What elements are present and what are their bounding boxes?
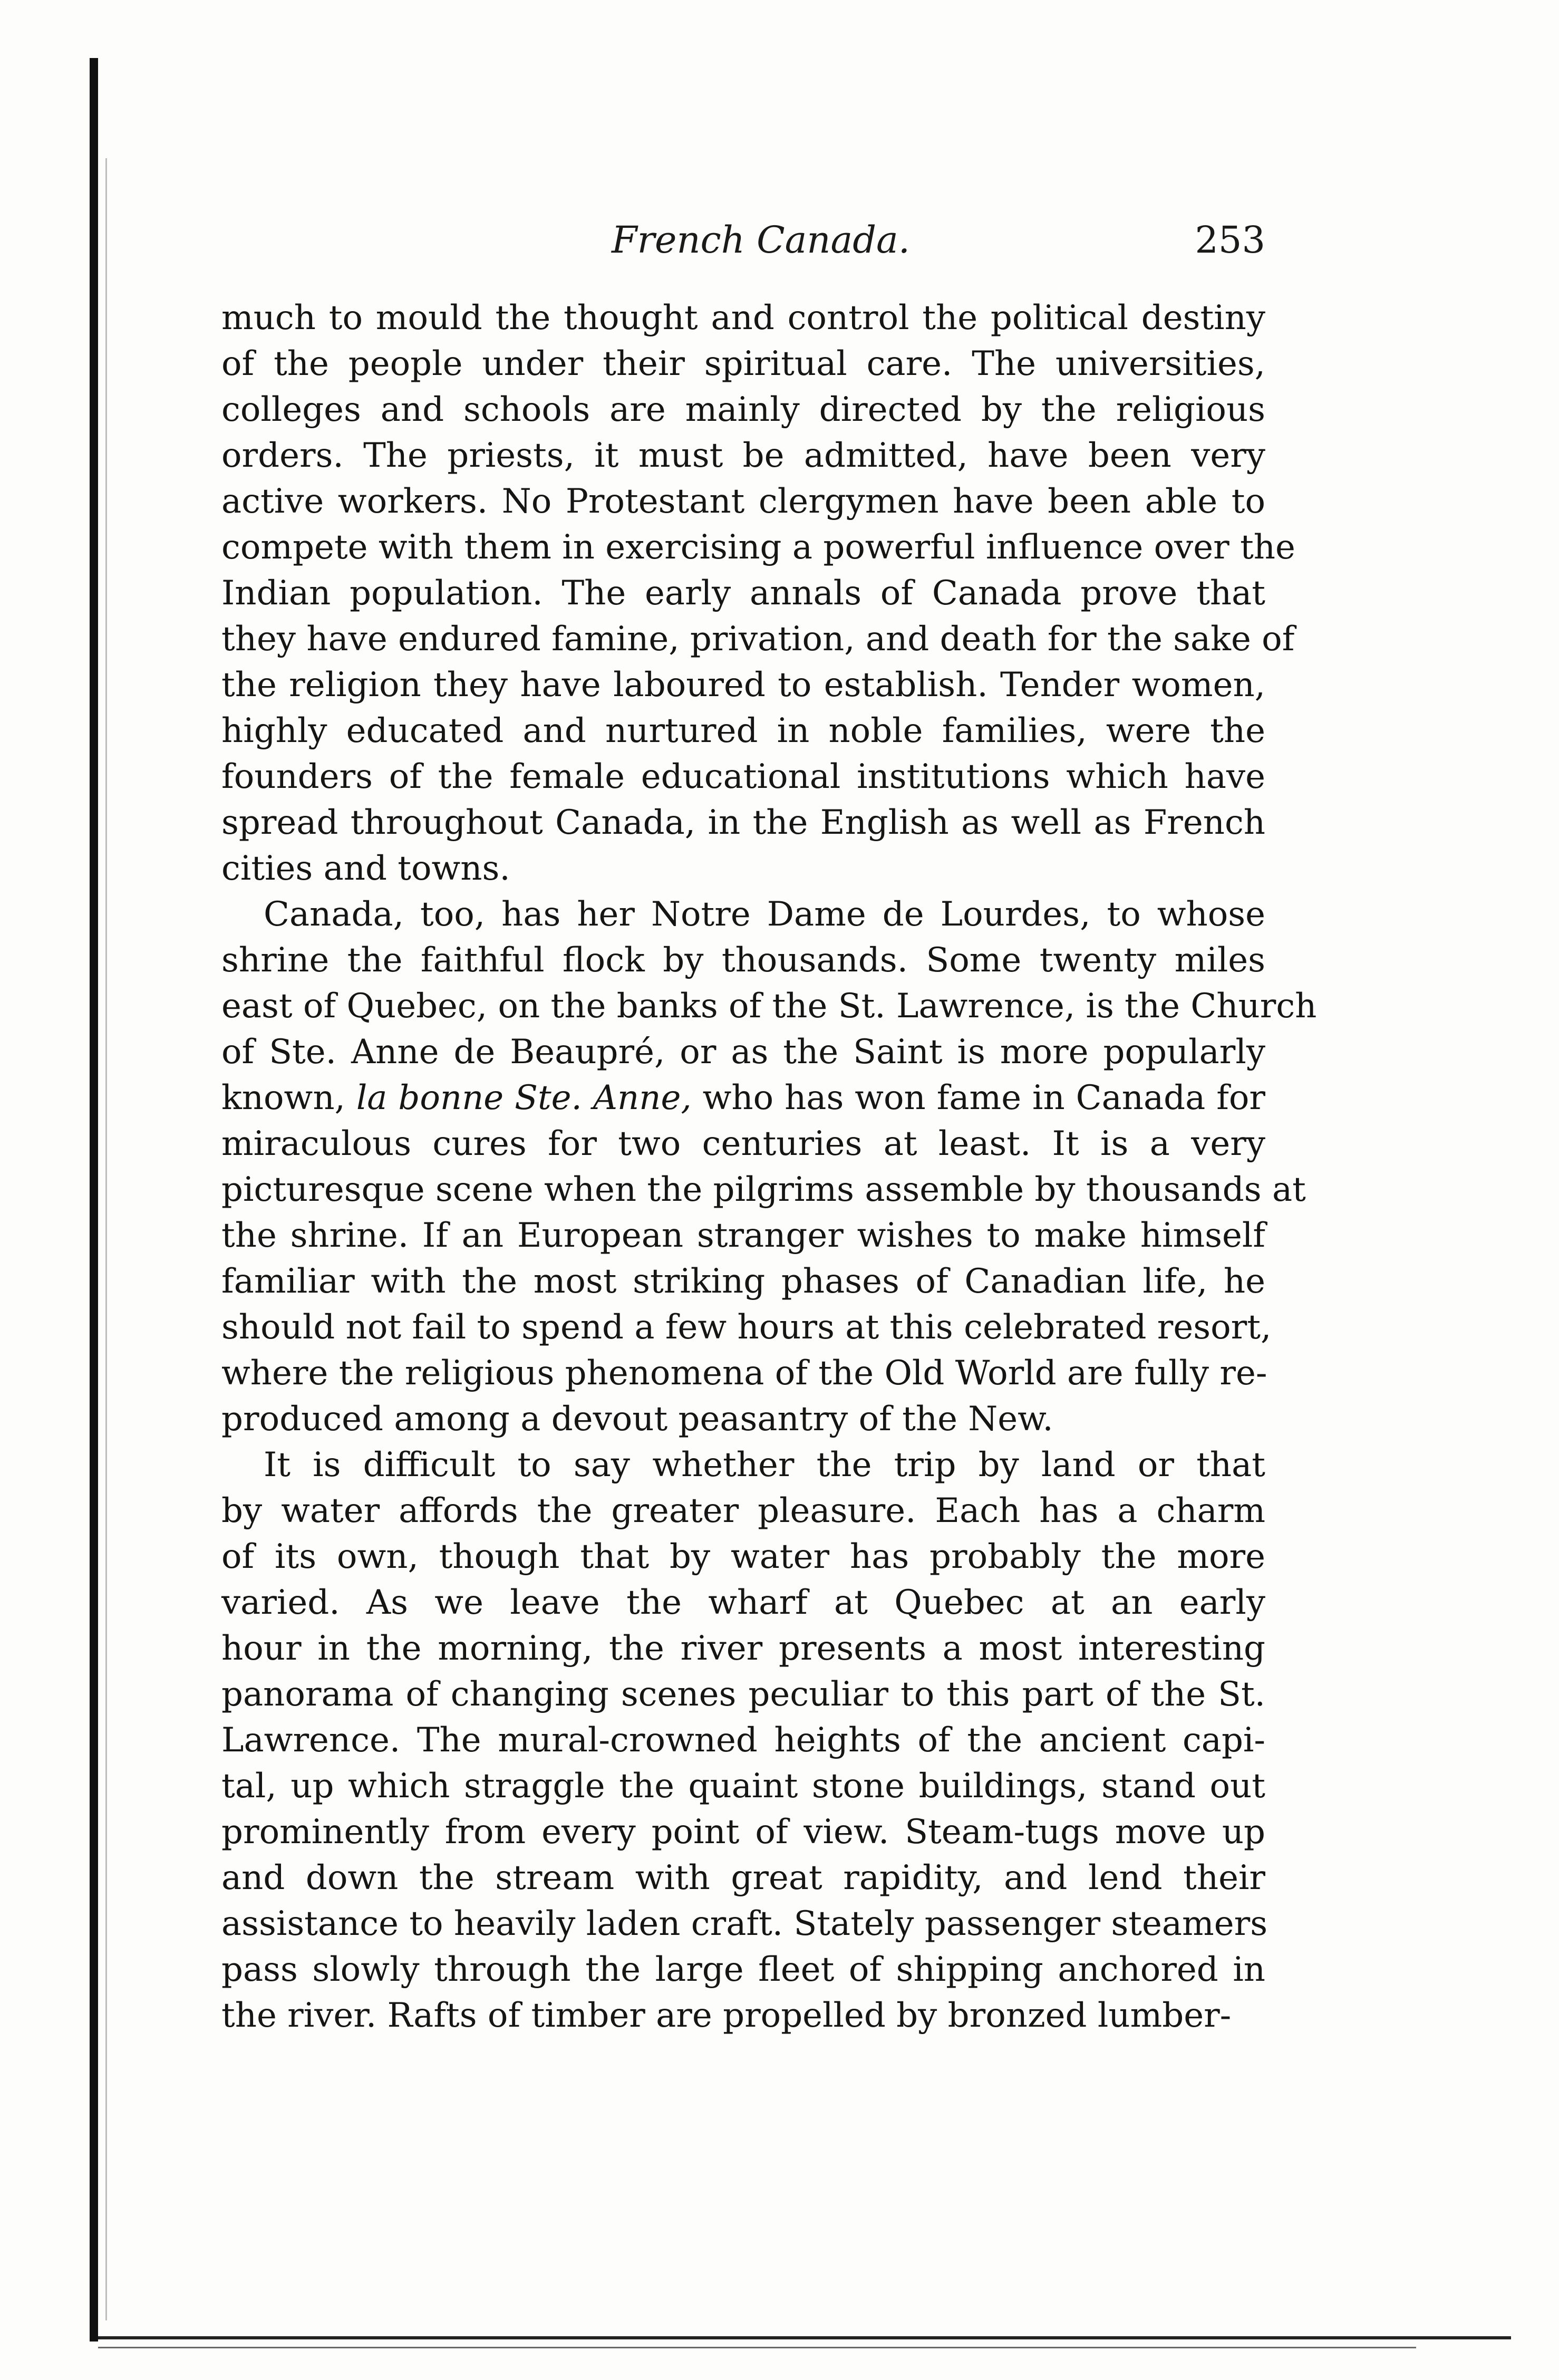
text-line: orders. The priests, it must be admitted, have been very: [221, 436, 1265, 475]
text-line: where the religious phenomena of the Old World are fully re-: [221, 1354, 1267, 1393]
text-line: Indian population. The early annals of Canada prove that: [221, 574, 1265, 613]
text-line: colleges and schools are mainly directed by the religious: [221, 390, 1265, 429]
text-line: miraculous cures for two centuries at least. It is a very: [221, 1124, 1265, 1163]
text-line: shrine the faithful flock by thousands. Some twenty miles: [221, 941, 1265, 980]
text-line: known, la bonne Ste. Anne, who has won fame in Canada for: [221, 1078, 1266, 1117]
text-line: Canada, too, has her Notre Dame de Lourdes, to whose: [264, 895, 1265, 934]
text-line: active workers. No Protestant clergymen have been able to: [221, 482, 1265, 521]
text-line: picturesque scene when the pilgrims assemble by thousands at: [221, 1170, 1306, 1209]
text-line: by water affords the greater pleasure. Each has a charm: [221, 1491, 1265, 1530]
text-line: varied. As we leave the wharf at Quebec at an early: [221, 1583, 1265, 1622]
text-line: and down the stream with great rapidity, and lend their: [221, 1858, 1265, 1897]
text-line: panorama of changing scenes peculiar to this part of the St.: [221, 1675, 1265, 1714]
text-line: east of Quebec, on the banks of the St. Lawrence, is the Church: [221, 987, 1317, 1026]
page-header: [221, 211, 1265, 269]
text-line: spread throughout Canada, in the English as well as French: [221, 803, 1265, 842]
text-line: the religion they have laboured to establish. Tender women,: [221, 666, 1265, 705]
text-line: tal, up which straggle the quaint stone buildings, stand out: [221, 1767, 1265, 1806]
text-line: compete with them in exercising a powerful influence over the: [221, 528, 1295, 567]
text-line: Lawrence. The mural-crowned heights of the ancient capi-: [221, 1721, 1265, 1760]
page-number: 253: [1195, 218, 1265, 262]
text-line: founders of the female educational institutions which have: [221, 757, 1265, 796]
text-line: much to mould the thought and control the political destiny: [221, 298, 1265, 338]
italic-phrase: la bonne Ste. Anne,: [356, 1078, 692, 1117]
text-line: should not fail to spend a few hours at this celebrated resort,: [221, 1308, 1272, 1347]
text-line: highly educated and nurtured in noble families, were the: [221, 711, 1265, 750]
text-line: pass slowly through the large fleet of shipping anchored in: [221, 1950, 1265, 1989]
text-line: of Ste. Anne de Beaupré, or as the Saint is more popularly: [221, 1033, 1265, 1072]
text-line: assistance to heavily laden craft. Stately passenger steamers: [221, 1904, 1268, 1943]
text-line: the shrine. If an European stranger wishes to make himself: [221, 1216, 1265, 1255]
text-line: cities and towns.: [221, 849, 510, 888]
text-line: produced among a devout peasantry of the New.: [221, 1400, 1053, 1439]
text-line: prominently from every point of view. Steam-tugs move up: [221, 1813, 1265, 1852]
binding-shadow: [105, 158, 107, 2320]
text-line: It is difficult to say whether the trip by land or that: [264, 1446, 1265, 1485]
text-line: of the people under their spiritual care. The universities,: [221, 344, 1265, 383]
running-head: French Canada.: [612, 218, 910, 262]
bottom-rule-secondary: [98, 2347, 1416, 2348]
text-line: the river. Rafts of timber are propelled by bronzed lumber-: [221, 1996, 1232, 2035]
text-line: they have endured famine, privation, and death for the sake of: [221, 620, 1295, 659]
bottom-rule: [98, 2336, 1511, 2339]
text-line: familiar with the most striking phases of Canadian life, he: [221, 1262, 1265, 1301]
body-text: [221, 295, 1317, 2039]
text-line: hour in the morning, the river presents a most interesting: [221, 1629, 1265, 1668]
binding-edge: [90, 58, 98, 2342]
text-line: of its own, though that by water has probably the more: [221, 1537, 1265, 1576]
